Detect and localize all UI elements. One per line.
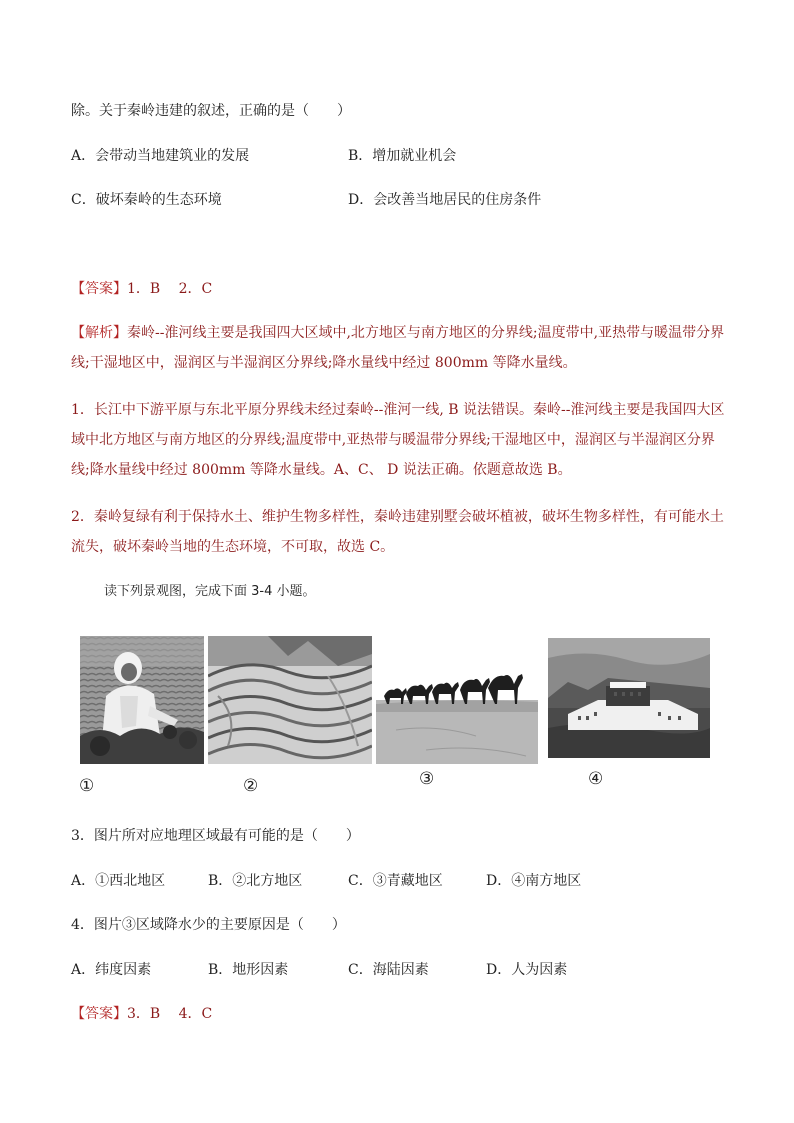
q4-option-b: B．地形因素: [208, 962, 289, 978]
photo-label-2: ②: [243, 776, 259, 796]
analysis-p1-line-2: 域中北方地区与南方地区的分界线;温度带中,亚热带与暖温带分界线;干湿地区中，湿润区与半湿润区分界: [71, 432, 715, 448]
analysis-line-1: [71, 323, 724, 343]
analysis-line-2: 线;干湿地区中，湿润区与半湿润区分界线;降水量线中经过 800mm 等降水量线。: [71, 355, 577, 371]
option-a: A．会带动当地建筑业的发展: [71, 148, 250, 164]
q3-option-a: A．①西北地区: [71, 873, 166, 889]
question-stem: 除。关于秦岭违建的叙述，正确的是（ ）: [71, 103, 351, 119]
answer-block: [71, 279, 212, 299]
intro-text: 读下列景观图，完成下面 3-4 小题。: [104, 584, 316, 599]
q4-option-d: D．人为因素: [486, 962, 568, 978]
answer-text-2: 3．B 4．C: [127, 1006, 213, 1022]
q3-option-c: C．③青藏地区: [348, 873, 443, 889]
q3-option-d: D．④南方地区: [486, 873, 582, 889]
analysis-text-1: 秦岭--淮河线主要是我国四大区域中,北方地区与南方地区的分界线;温度带中,亚热带与暖温带分界: [127, 325, 725, 341]
option-b: B．增加就业机会: [348, 148, 457, 164]
answer-block-2: [71, 1004, 212, 1024]
answer-text: 1．B 2．C: [127, 281, 213, 297]
answer-tag-2: 【答案】: [71, 1006, 127, 1022]
photo-4-potala-palace: [548, 638, 710, 758]
q3-option-b: B．②北方地区: [208, 873, 303, 889]
q4-option-a: A．纬度因素: [71, 962, 152, 978]
photo-label-1: ①: [79, 776, 95, 796]
analysis-tag: 【解析】: [71, 325, 127, 341]
photo-label-3: ③: [419, 769, 435, 789]
analysis-p2-line-1: 2．秦岭复绿有利于保持水土、维护生物多样性，秦岭违建别墅会破坏植被，破坏生物多样性，有可能水土: [71, 509, 724, 525]
q4-option-c: C．海陆因素: [348, 962, 429, 978]
photo-label-4: ④: [588, 769, 604, 789]
q4-stem: 4．图片③区域降水少的主要原因是（ ）: [71, 917, 346, 933]
q3-stem: 3．图片所对应地理区域最有可能的是（ ）: [71, 828, 360, 844]
answer-tag: 【答案】: [71, 281, 127, 297]
option-c: C．破坏秦岭的生态环境: [71, 192, 222, 208]
analysis-p2-line-2: 流失，破坏秦岭当地的生态环境，不可取，故选 C。: [71, 539, 395, 555]
analysis-p1-line-1: 1．长江中下游平原与东北平原分界线未经过秦岭--淮河一线, B 说法错误。秦岭--淮河线主要是我国四大区: [71, 402, 725, 418]
photo-2-terraced-fields: [208, 636, 372, 764]
photo-1-tea-picker: [80, 636, 204, 764]
analysis-p1-line-3: 线;降水量线中经过 800mm 等降水量线。A、C、 D 说法正确。依题意故选 B。: [71, 462, 572, 478]
photo-3-desert-camels: [376, 660, 538, 764]
option-d: D．会改善当地居民的住房条件: [348, 192, 542, 208]
